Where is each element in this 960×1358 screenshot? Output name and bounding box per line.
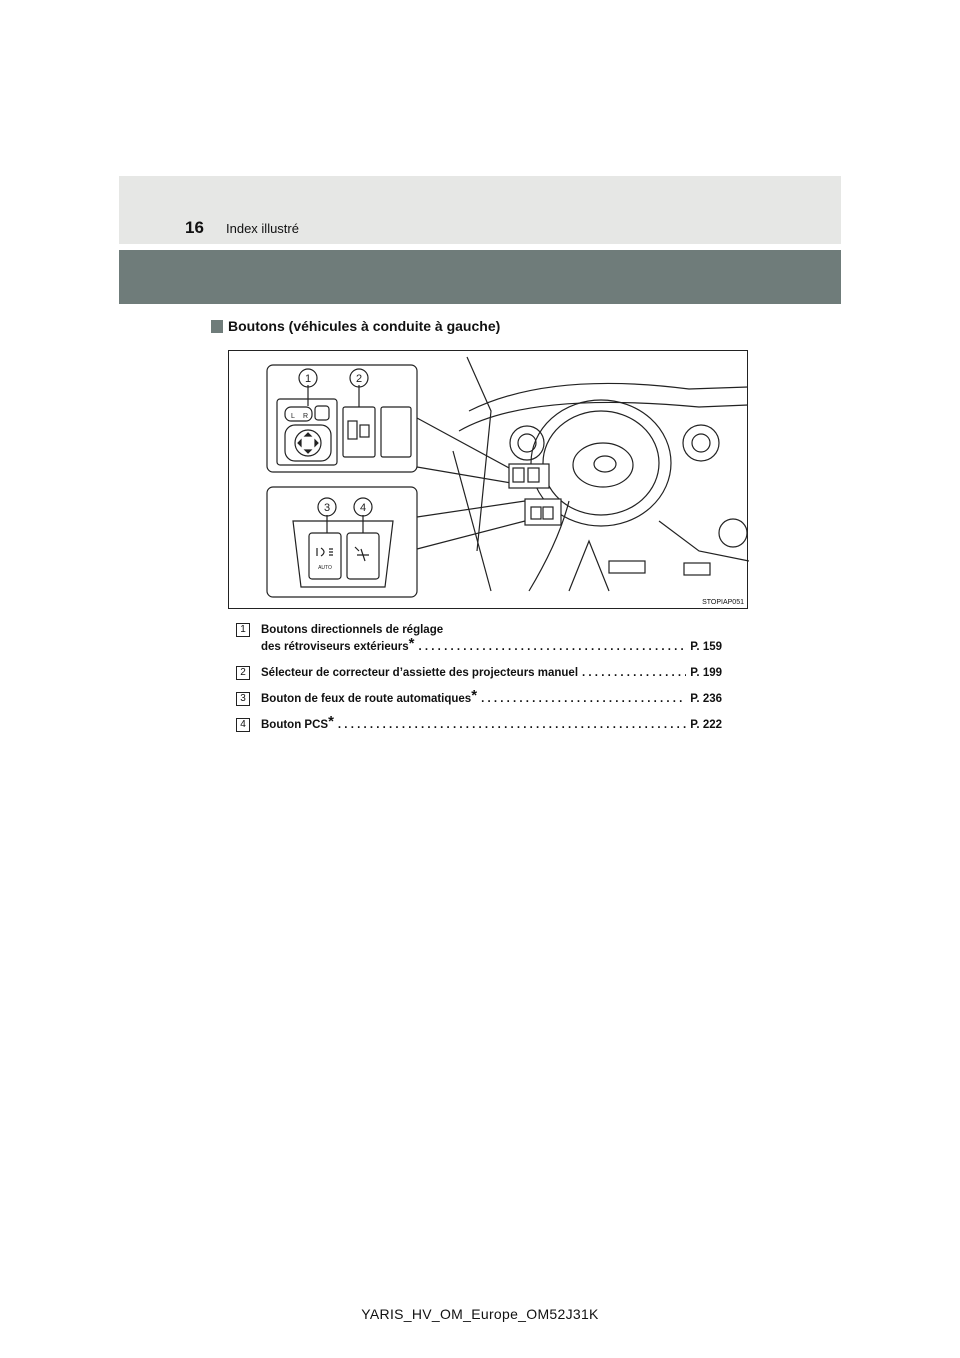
item-number-badge: 1 bbox=[236, 623, 250, 637]
mirror-left-label: L bbox=[291, 413, 295, 420]
item-text: Sélecteur de correcteur d’assiette des projecteurs manuel bbox=[261, 667, 579, 679]
callout-1-label: 1 bbox=[304, 373, 312, 385]
section-title: Boutons (véhicules à conduite à gauche) bbox=[228, 318, 501, 334]
header-dark-band bbox=[119, 250, 841, 304]
figure-code: STOPIAP051 bbox=[702, 599, 744, 606]
reference-list bbox=[236, 622, 722, 743]
item-text: des rétroviseurs extérieurs* bbox=[261, 635, 415, 653]
page-reference: P. 159 bbox=[690, 641, 722, 653]
page-reference: P. 236 bbox=[690, 693, 722, 705]
page-reference: P. 222 bbox=[690, 719, 722, 731]
illustration-figure bbox=[228, 350, 748, 609]
list-item bbox=[236, 665, 722, 682]
auto-label: AUTO bbox=[318, 565, 332, 571]
item-text: Bouton PCS* bbox=[261, 713, 334, 731]
callout-4-label: 4 bbox=[359, 502, 367, 514]
leader-dots bbox=[338, 717, 686, 734]
footer-doc-id: YARIS_HV_OM_Europe_OM52J31K bbox=[361, 1306, 599, 1322]
item-text: Bouton de feux de route automatiques* bbox=[261, 687, 478, 705]
leader-dots bbox=[419, 639, 687, 656]
section-bullet-icon bbox=[211, 320, 223, 333]
header-title: Index illustré bbox=[226, 221, 299, 236]
asterisk-icon: * bbox=[408, 635, 415, 652]
item-text-line1: Boutons directionnels de réglage bbox=[261, 624, 444, 636]
list-item bbox=[236, 687, 722, 708]
list-item bbox=[236, 713, 722, 734]
dashboard-illustration bbox=[229, 351, 749, 610]
section-heading bbox=[211, 318, 500, 334]
list-item bbox=[236, 622, 722, 656]
callout-3-label: 3 bbox=[323, 502, 331, 514]
page-reference: P. 199 bbox=[690, 667, 722, 679]
asterisk-icon: * bbox=[328, 713, 334, 730]
item-number-badge: 2 bbox=[236, 666, 250, 680]
asterisk-icon: * bbox=[471, 687, 478, 704]
item-number-badge: 3 bbox=[236, 692, 250, 706]
leader-dots bbox=[481, 691, 686, 708]
leader-dots bbox=[582, 665, 686, 682]
item-number-badge: 4 bbox=[236, 718, 250, 732]
mirror-right-label: R bbox=[303, 413, 309, 420]
callout-2-label: 2 bbox=[355, 373, 363, 385]
page-number: 16 bbox=[185, 218, 204, 237]
